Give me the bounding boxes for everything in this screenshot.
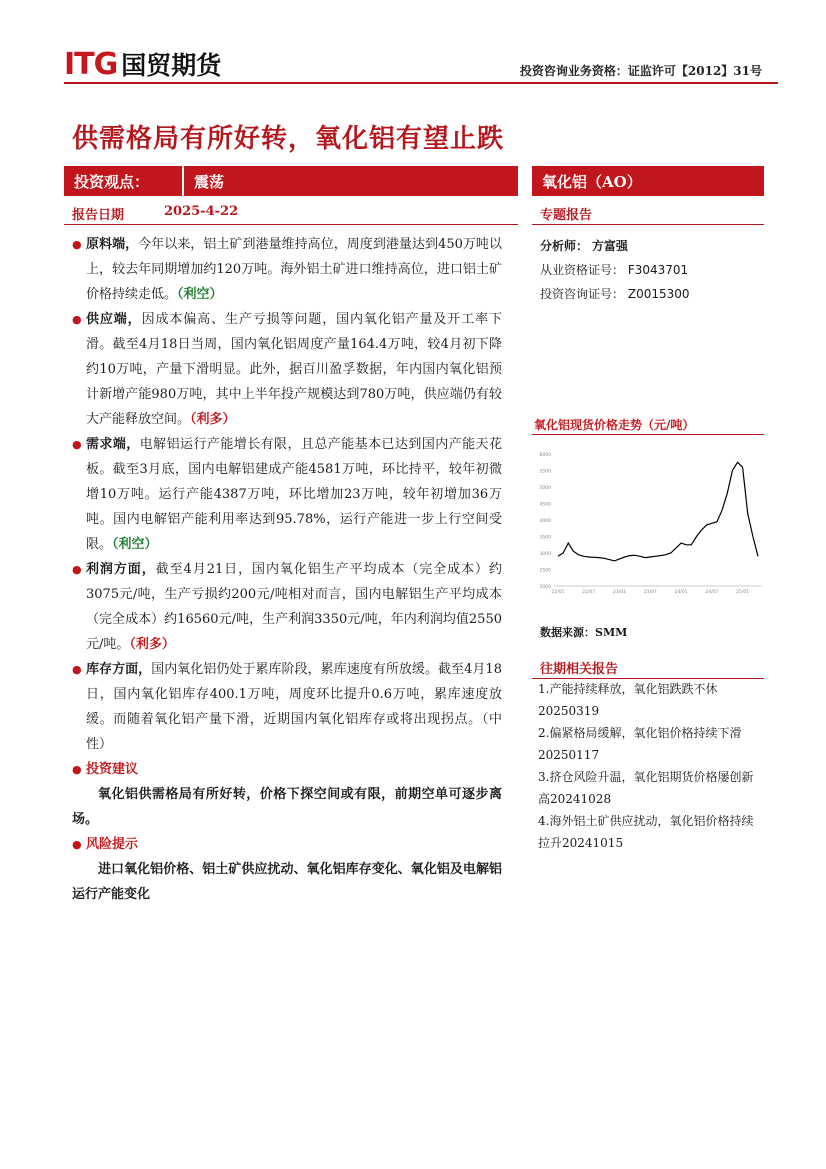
bullet-icon: ●: [72, 238, 82, 251]
bullet-icon: ●: [72, 563, 82, 576]
y-tick-label: 3000: [539, 552, 551, 557]
view-separator: [182, 166, 184, 196]
analyst-row: [540, 234, 770, 258]
analyst-info: [540, 234, 770, 306]
y-tick-label: 2000: [539, 585, 551, 590]
paragraph-tag: （利多）: [129, 637, 175, 652]
company-logo: [64, 46, 221, 82]
bullet-icon: ●: [72, 313, 82, 326]
paragraph-head: 供应端，: [86, 312, 142, 327]
y-axis-ticks: [540, 452, 552, 590]
cert-number: F3043701: [627, 263, 689, 277]
logo-itg-text: ITG: [64, 46, 118, 82]
paragraph-raw-material: [72, 232, 502, 307]
header-divider: [64, 82, 778, 84]
related-reports-list: [538, 678, 764, 854]
x-axis-ticks: [552, 589, 750, 595]
date-bar: [64, 200, 518, 225]
y-tick-label: 6000: [539, 453, 551, 458]
bullet-icon: ●: [72, 838, 82, 851]
y-tick-label: 4500: [539, 502, 551, 508]
y-tick-label: 5500: [539, 469, 551, 475]
cert-label: 从业资格证号：: [540, 263, 625, 277]
paragraph-profit: [72, 557, 502, 657]
x-tick-label: 25/01: [736, 590, 750, 595]
report-type: 专题报告: [540, 208, 593, 223]
main-content: [72, 232, 502, 907]
product-bar: [532, 166, 764, 196]
data-source: 数据来源：SMM: [540, 626, 628, 639]
paragraph-text: 今年以来，铝土矿到港量维持高位，周度到港量达到450万吨以上，较去年同期增加约120万吨。海外铝土矿进口维持高位，进口铝土矿价格持续走低。: [86, 237, 502, 302]
advice-text: 氧化铝供需格局有所好转，价格下探空间或有限，前期空单可逐步离场。: [72, 787, 502, 827]
x-tick-label: 23/07: [643, 590, 657, 595]
cert-row: [540, 258, 770, 282]
bullet-icon: ●: [72, 663, 82, 676]
advisory-row: [540, 282, 770, 306]
product-name: 氧化铝（AO）: [542, 172, 642, 191]
related-report-item[interactable]: 1.产能持续释放，氧化铝跌跌不休20250319: [538, 682, 718, 718]
analyst-name: 方富强: [591, 239, 628, 253]
paragraph-head: 原料端，: [86, 237, 139, 252]
related-report-item[interactable]: 2.偏紧格局缓解，氧化铝价格持续下滑20250117: [538, 726, 742, 762]
analyst-label: 分析师：: [540, 239, 589, 253]
chart-title: 氧化铝现货价格走势（元/吨）: [534, 418, 695, 432]
advice-heading: [72, 757, 502, 782]
y-tick-label: 2500: [539, 568, 551, 574]
price-chart: [532, 446, 764, 604]
bullet-icon: ●: [72, 438, 82, 451]
paragraph-text: 电解铝运行产能增长有限，且总产能基本已达到国内产能天花板。截至3月底，国内电解铝建成产能4581万吨，环比持平，较年初微增10万吨。运行产能4387万吨，环比增加23万吨，较年初增加36万吨。国内电解铝产能利用率达到95.78%，运行产能进一步上行空间受限。: [86, 437, 502, 552]
x-tick-label: 24/01: [674, 590, 688, 595]
x-tick-label: 23/01: [613, 590, 627, 595]
related-report-item[interactable]: 3.挤仓风险升温，氧化铝期货价格屡创新高20241028: [538, 770, 754, 806]
bullet-icon: ●: [72, 763, 82, 776]
risk-label: 风险提示: [86, 837, 139, 852]
x-tick-label: 24/07: [705, 590, 719, 595]
page-title: 供需格局有所好转，氧化铝有望止跌: [72, 124, 505, 154]
qualification-text: 投资咨询业务资格：证监许可【2012】31号: [519, 64, 762, 78]
logo-chinese-text: 国贸期货: [121, 51, 222, 80]
paragraph-tag: （中性）: [86, 712, 502, 752]
paragraph-text: 因成本偏高、生产亏损等问题，国内氧化铝产量及开工率下滑。截至4月18日当周，国内氧化铝周度产量164.4万吨，较4月初下降约10万吨，产量下滑明显。此外，据百川盈孚数据，年内国内氧化铝预计新增产能980万吨，其中上半年投产规模达到780万吨，供应端仍有较大产能释放空间。: [86, 312, 502, 427]
paragraph-head: 库存方面，: [86, 662, 152, 677]
paragraph-tag: （利空）: [177, 287, 223, 302]
paragraph-text: 截至4月21日，国内氧化铝生产平均成本（完全成本）约3075元/吨，生产亏损约200元/吨相对而言，国内电解铝生产平均成本（完全成本）约16560元/吨，生产利润3350元/吨，年内利润均值2550元/吨。: [86, 562, 502, 652]
y-tick-label: 5000: [539, 486, 551, 491]
related-report-item[interactable]: 4.海外铝土矿供应扰动，氧化铝价格持续拉升20241015: [538, 814, 754, 850]
paragraph-supply: [72, 307, 502, 432]
date-label: 报告日期: [72, 208, 125, 223]
paragraph-head: 利润方面，: [86, 562, 156, 577]
paragraph-tag: （利空）: [112, 537, 158, 552]
risk-text: 进口氧化铝价格、铝土矿供应扰动、氧化铝库存变化、氧化铝及电解铝运行产能变化: [72, 862, 502, 902]
paragraph-tag: （利多）: [190, 412, 236, 427]
paragraph-text: 国内氧化铝仍处于累库阶段，累库速度有所放缓。截至4月18日，国内氧化铝库存400.1万吨，周度环比提升0.6万吨，累库速度放缓。而随着氧化铝产量下滑，近期国内氧化铝库存或将出现拐点。: [86, 662, 502, 727]
chart-title-bar: [532, 414, 764, 435]
paragraph-inventory: [72, 657, 502, 757]
y-tick-label: 4000: [539, 519, 551, 524]
x-tick-label: 22/01: [551, 590, 565, 595]
view-label: 投资观点：: [74, 172, 150, 191]
view-bar: [64, 166, 518, 196]
price-series-line: [558, 462, 758, 561]
report-type-bar: [532, 200, 764, 225]
risk-heading: [72, 832, 502, 857]
date-value: 2025-4-22: [164, 204, 239, 219]
related-reports-bar: [532, 656, 764, 679]
y-tick-label: 3500: [539, 535, 551, 541]
view-value: 震荡: [194, 172, 225, 191]
related-label: 往期相关报告: [540, 662, 619, 677]
advisory-label: 投资咨询证号：: [540, 287, 625, 301]
advisory-number: Z0015300: [627, 287, 690, 301]
x-tick-label: 22/07: [582, 590, 596, 595]
paragraph-demand: [72, 432, 502, 557]
paragraph-head: 需求端，: [86, 437, 140, 452]
advice-label: 投资建议: [86, 762, 139, 777]
